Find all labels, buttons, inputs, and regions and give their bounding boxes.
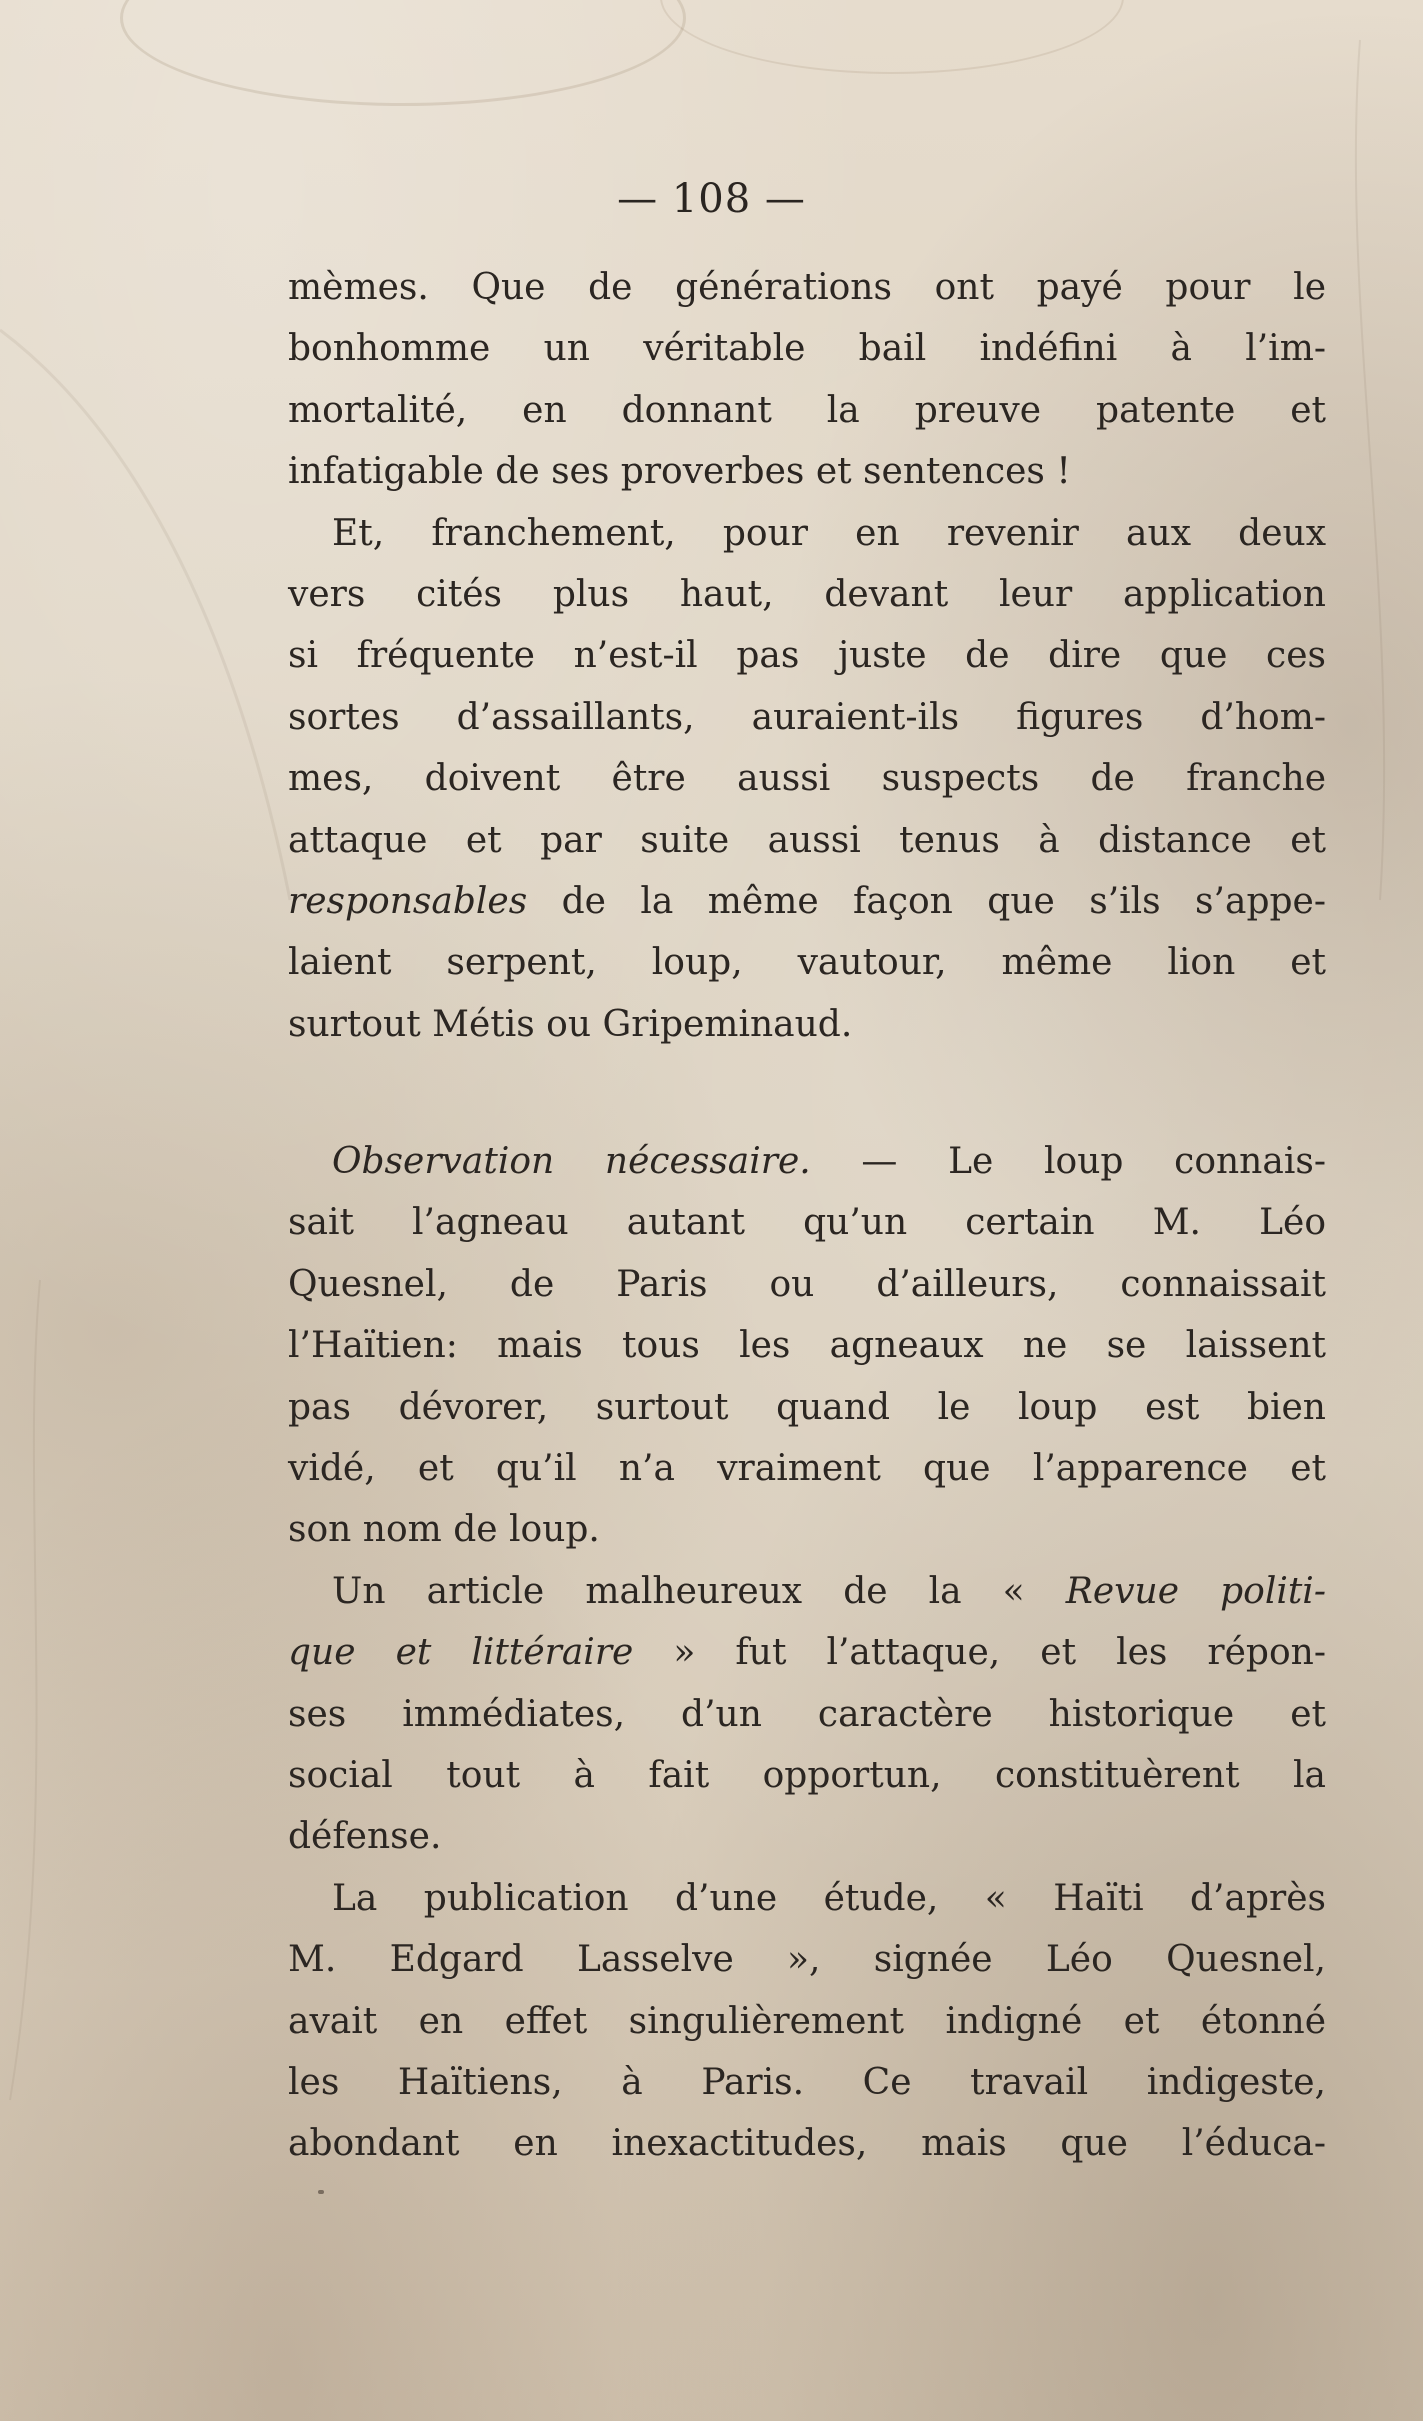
line-text: de la même façon que s’ils s’appe- bbox=[527, 880, 1326, 922]
line-text: attaque et par suite aussi tenus à distance et bbox=[288, 819, 1326, 861]
text-line bbox=[288, 1315, 1326, 1376]
line-text: l’Haïtien: mais tous les agneaux ne se laissent bbox=[288, 1325, 1326, 1367]
line-text: infatigable de ses proverbes et sentences ! bbox=[288, 451, 1071, 493]
italic-text: responsables bbox=[288, 880, 528, 922]
line-text: sait l’agneau autant qu’un certain M. Léo bbox=[288, 1202, 1326, 1244]
line-text: Quesnel, de Paris ou d’ailleurs, connaissait bbox=[288, 1263, 1326, 1305]
line-text: » fut l’attaque, et les répon- bbox=[633, 1632, 1326, 1674]
line-text: vidé, et qu’il n’a vraiment que l’apparence et bbox=[288, 1448, 1326, 1490]
text-line bbox=[288, 1868, 1326, 1929]
text-line bbox=[288, 2052, 1326, 2113]
page-number: — 108 — bbox=[617, 176, 806, 222]
line-text: son nom de loup. bbox=[288, 1509, 600, 1551]
line-text: si fréquente n’est-il pas juste de dire que ces bbox=[288, 635, 1326, 677]
text-line bbox=[288, 1622, 1326, 1683]
text-line bbox=[288, 1745, 1326, 1806]
text-line bbox=[288, 687, 1326, 748]
line-text: les Haïtiens, à Paris. Ce travail indigeste, bbox=[288, 2061, 1326, 2103]
text-line bbox=[288, 871, 1326, 932]
italic-text: que et littéraire bbox=[288, 1632, 634, 1674]
line-text: mes, doivent être aussi suspects de franche bbox=[288, 758, 1326, 800]
line-text: social tout à fait opportun, constituèrent la bbox=[288, 1754, 1326, 1796]
paper-stain bbox=[120, 0, 686, 106]
text-line bbox=[288, 1806, 1326, 1867]
line-text: sortes d’assaillants, auraient-ils figures d’hom- bbox=[288, 696, 1326, 738]
line-text: Et, franchement, pour en revenir aux deux bbox=[332, 512, 1326, 554]
text-line bbox=[288, 1438, 1326, 1499]
text-line bbox=[288, 1192, 1326, 1253]
text-line bbox=[288, 1254, 1326, 1315]
line-text: — Le loup connais- bbox=[810, 1141, 1326, 1183]
line-text: abondant en inexactitudes, mais que l’éduca- bbox=[288, 2123, 1326, 2165]
line-text: vers cités plus haut, devant leur application bbox=[288, 573, 1326, 615]
line-text: ses immédiates, d’un caractère historique et bbox=[288, 1693, 1326, 1735]
line-text: M. Edgard Lasselve », signée Léo Quesnel, bbox=[288, 1939, 1326, 1981]
line-text: mortalité, en donnant la preuve patente et bbox=[288, 389, 1326, 431]
line-text: avait en effet singulièrement indigné et étonné bbox=[288, 2000, 1326, 2042]
text-line bbox=[288, 1561, 1326, 1622]
line-text: bonhomme un véritable bail indéfini à l’im- bbox=[288, 328, 1326, 370]
text-line bbox=[288, 932, 1326, 993]
line-text: Un article malheureux de la « bbox=[332, 1570, 1066, 1612]
paragraph-gap bbox=[288, 1055, 1326, 1131]
line-text: pas dévorer, surtout quand le loup est bien bbox=[288, 1386, 1326, 1428]
ink-speck bbox=[318, 2190, 324, 2194]
text-line bbox=[288, 810, 1326, 871]
paper-stain bbox=[660, 0, 1124, 74]
line-text: laient serpent, loup, vautour, même lion et bbox=[288, 942, 1326, 984]
text-line bbox=[288, 2113, 1326, 2174]
text-line bbox=[288, 1377, 1326, 1438]
text-line bbox=[288, 1499, 1326, 1560]
text-line bbox=[288, 1684, 1326, 1745]
text-line bbox=[288, 994, 1326, 1055]
text-line bbox=[288, 318, 1326, 379]
text-line bbox=[288, 1131, 1326, 1192]
italic-text: Revue politi- bbox=[1065, 1570, 1326, 1612]
text-line bbox=[288, 441, 1326, 502]
text-line bbox=[288, 380, 1326, 441]
text-line bbox=[288, 503, 1326, 564]
body-text bbox=[288, 257, 1326, 2175]
line-text: surtout Métis ou Gripeminaud. bbox=[288, 1003, 853, 1045]
text-line bbox=[288, 257, 1326, 318]
text-line bbox=[288, 564, 1326, 625]
line-text: mèmes. Que de générations ont payé pour le bbox=[288, 267, 1326, 308]
text-line bbox=[288, 625, 1326, 686]
text-line bbox=[288, 1991, 1326, 2052]
text-line bbox=[288, 1929, 1326, 1990]
text-line bbox=[288, 748, 1326, 809]
line-text: La publication d’une étude, « Haïti d’après bbox=[332, 1877, 1326, 1919]
italic-text: Observation nécessaire. bbox=[332, 1141, 811, 1183]
line-text: défense. bbox=[288, 1816, 442, 1858]
